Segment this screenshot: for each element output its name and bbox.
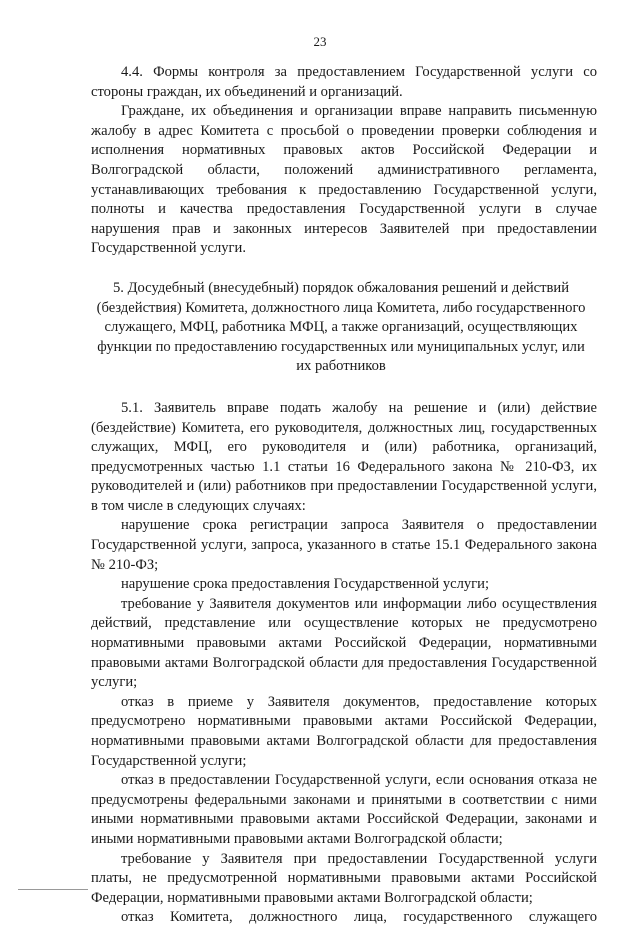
case-refusal-committee: отказ Комитета, должностного лица, государственного служащего [121, 909, 597, 926]
case-registration-delay: нарушение срока регистрации запроса Заявителя о предоставлении Государственной услуги, запроса, указанного в статье 15.1 Федерального закона № 210-ФЗ; [91, 517, 597, 573]
paragraph-5-1: 5.1. Заявитель вправе подать жалобу на решение и (или) действие (бездействие) Комитета, его руководителя, должностных лиц, государственных служащих, МФЦ, его руководителя и (или) работника, организаций, предусмотренных частью 1.1 статьи 16 Федерального закона № 210-ФЗ, их руководителей и (или) работников при предоставлении Государственной услуги, в том числе в следующих случаях: [91, 399, 597, 514]
paragraph-4-4: 4.4. Формы контроля за предоставлением Государственной услуги со стороны граждан, их объединений и организаций. [91, 64, 597, 100]
page-content [91, 63, 597, 928]
case-service-delay: нарушение срока предоставления Государственной услуги; [121, 576, 490, 593]
case-refusal-service: отказ в предоставлении Государственной услуги, если основания отказа не предусмотрены федеральными законами и принятыми в соответствии с ними иными нормативными правовыми актами Российской Федерации, законами и иными нормативными правовыми актами Волгоградской области; [91, 772, 597, 847]
page-number: 23 [313, 34, 327, 49]
paragraph-complaint-right: Граждане, их объединения и организации вправе направить письменную жалобу в адрес Комитета с просьбой о проведении проверки соблюдения и исполнения нормативных правовых актов Российской Федерации и Волгоградской области, положений административного регламента, устанавливающих требования к предоставлению Государственной услуги, полноты и качества предоставления Государственной услуги в случае нарушения прав и законных интересов Заявителей при предоставлении Государственной услуги. [91, 103, 597, 257]
case-extra-documents: требование у Заявителя документов или информации либо осуществления действий, представление или осуществление которых не предусмотрено нормативными правовыми актами Российской Федерации, нормативными правовыми актами Волгоградской области для предоставления Государственной услуги; [91, 595, 597, 691]
footer-rule [18, 889, 88, 890]
case-refusal-accept: отказ в приеме у Заявителя документов, предоставление которых предусмотрено нормативными правовыми актами Российской Федерации, нормативными правовыми актами Волгоградской области для предоставления Государственной услуги; [91, 693, 597, 769]
section-5-heading: 5. Досудебный (внесудебный) порядок обжалования решений и действий (бездействия) Комитета, должностного лица Комитета, либо государственного служащего, МФЦ, работника МФЦ, а также организаций, осуществляющих функции по предоставлению государственных или муниципальных услуг, или их работников [96, 279, 586, 375]
case-extra-payment: требование у Заявителя при предоставлении Государственной услуги платы, не предусмотренной нормативными правовыми актами Российской Федерации, нормативными правовыми актами Волгоградской области; [91, 850, 597, 906]
